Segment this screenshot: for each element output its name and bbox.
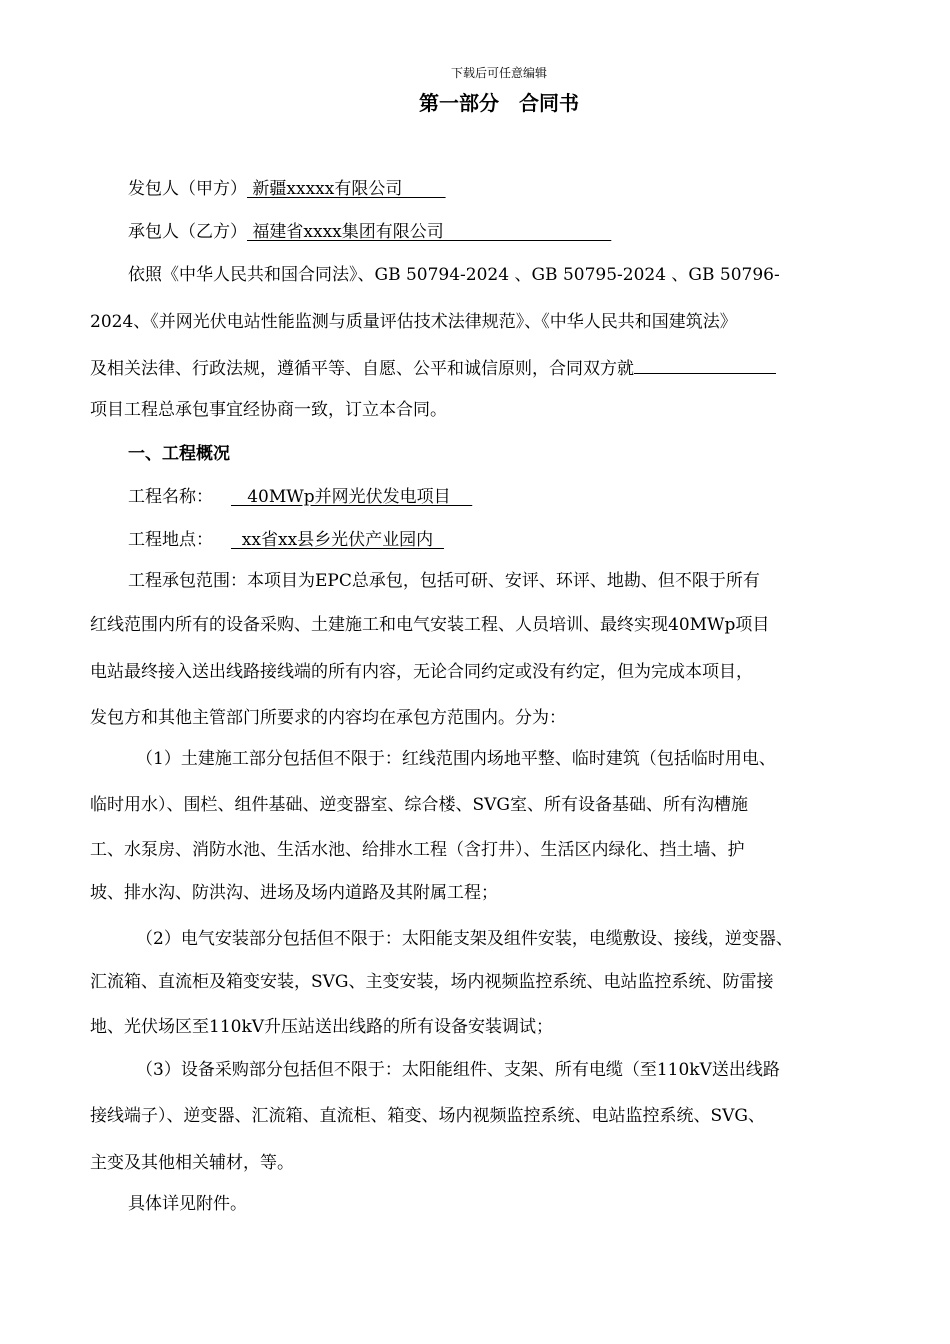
civil-works-line: 工、水泵房、消防水池、生活水池、给排水工程（含打井）、生活区内绿化、挡土墙、护 bbox=[90, 840, 745, 860]
project-name-value: 40MWp并网光伏发电项目 bbox=[231, 487, 473, 507]
procurement-line: 接线端子）、逆变器、汇流箱、直流柜、箱变、场内视频监控系统、电站监控系统、SVG、 bbox=[90, 1106, 766, 1126]
civil-works-line: 坡、排水沟、防洪沟、进场及场内道路及其附属工程； bbox=[90, 883, 498, 903]
page-title: 第一部分 合同书 bbox=[419, 91, 579, 115]
preamble-line-with-blank bbox=[90, 355, 776, 380]
scope-line: 发包方和其他主管部门所要求的内容均在承包方范围内。分为： bbox=[90, 708, 566, 728]
scope-line: 工程承包范围：本项目为EPC总承包，包括可研、安评、环评、地勘、但不限于所有 bbox=[128, 571, 760, 591]
employer-value: 新疆xxxxx有限公司 bbox=[247, 179, 446, 199]
preamble-line: 2024、《并网光伏电站性能监测与质量评估技术法律规范》、《中华人民共和国建筑法》 bbox=[90, 312, 737, 332]
project-location-label: 工程地点： bbox=[128, 530, 213, 550]
employer-line bbox=[128, 178, 446, 200]
project-name-line bbox=[128, 486, 472, 508]
contractor-line bbox=[128, 221, 611, 243]
procurement-line: （3）设备采购部分包括但不限于：太阳能组件、支架、所有电缆（至110kV送出线路 bbox=[136, 1060, 780, 1080]
header-note: 下载后可任意编辑 bbox=[450, 66, 547, 80]
preamble-text: 及相关法律、行政法规，遵循平等、自愿、公平和诚信原则，合同双方就 bbox=[90, 359, 634, 379]
scope-line: 电站最终接入送出线路接线端的所有内容，无论合同约定或没有约定，但为完成本项目， bbox=[90, 662, 753, 682]
procurement-line: 主变及其他相关辅材，等。 bbox=[90, 1153, 294, 1173]
civil-works-line: 临时用水）、围栏、组件基础、逆变器室、综合楼、SVG室、所有设备基础、所有沟槽施 bbox=[90, 795, 749, 815]
contractor-value: 福建省xxxx集团有限公司 bbox=[247, 222, 612, 242]
electrical-works-line: 汇流箱、直流柜及箱变安装，SVG、主变安装，场内视频监控系统、电站监控系统、防雷接 bbox=[90, 972, 774, 992]
section-heading: 一、工程概况 bbox=[128, 444, 230, 464]
project-location-line bbox=[128, 529, 444, 551]
employer-label: 发包人（甲方） bbox=[128, 179, 247, 199]
contractor-label: 承包人（乙方） bbox=[128, 222, 247, 242]
scope-line: 红线范围内所有的设备采购、土建施工和电气安装工程、人员培训、最终实现40MWp项目 bbox=[90, 615, 770, 635]
electrical-works-line: （2）电气安装部分包括但不限于：太阳能支架及组件安装，电缆敷设、接线，逆变器、 bbox=[136, 929, 793, 949]
closing-line: 具体详见附件。 bbox=[128, 1194, 247, 1214]
project-location-value: xx省xx县乡光伏产业园内 bbox=[231, 530, 444, 550]
electrical-works-line: 地、光伏场区至110kV升压站送出线路的所有设备安装调试； bbox=[90, 1017, 554, 1037]
civil-works-line: （1）土建施工部分包括但不限于：红线范围内场地平整、临时建筑（包括临时用电、 bbox=[136, 749, 776, 769]
preamble-line: 依照《中华人民共和国合同法》、GB 50794-2024 、GB 50795-2024 、GB 50796- bbox=[128, 265, 780, 285]
project-name-blank bbox=[634, 355, 776, 374]
preamble-line: 项目工程总承包事宜经协商一致，订立本合同。 bbox=[90, 400, 447, 420]
project-name-label: 工程名称： bbox=[128, 487, 213, 507]
